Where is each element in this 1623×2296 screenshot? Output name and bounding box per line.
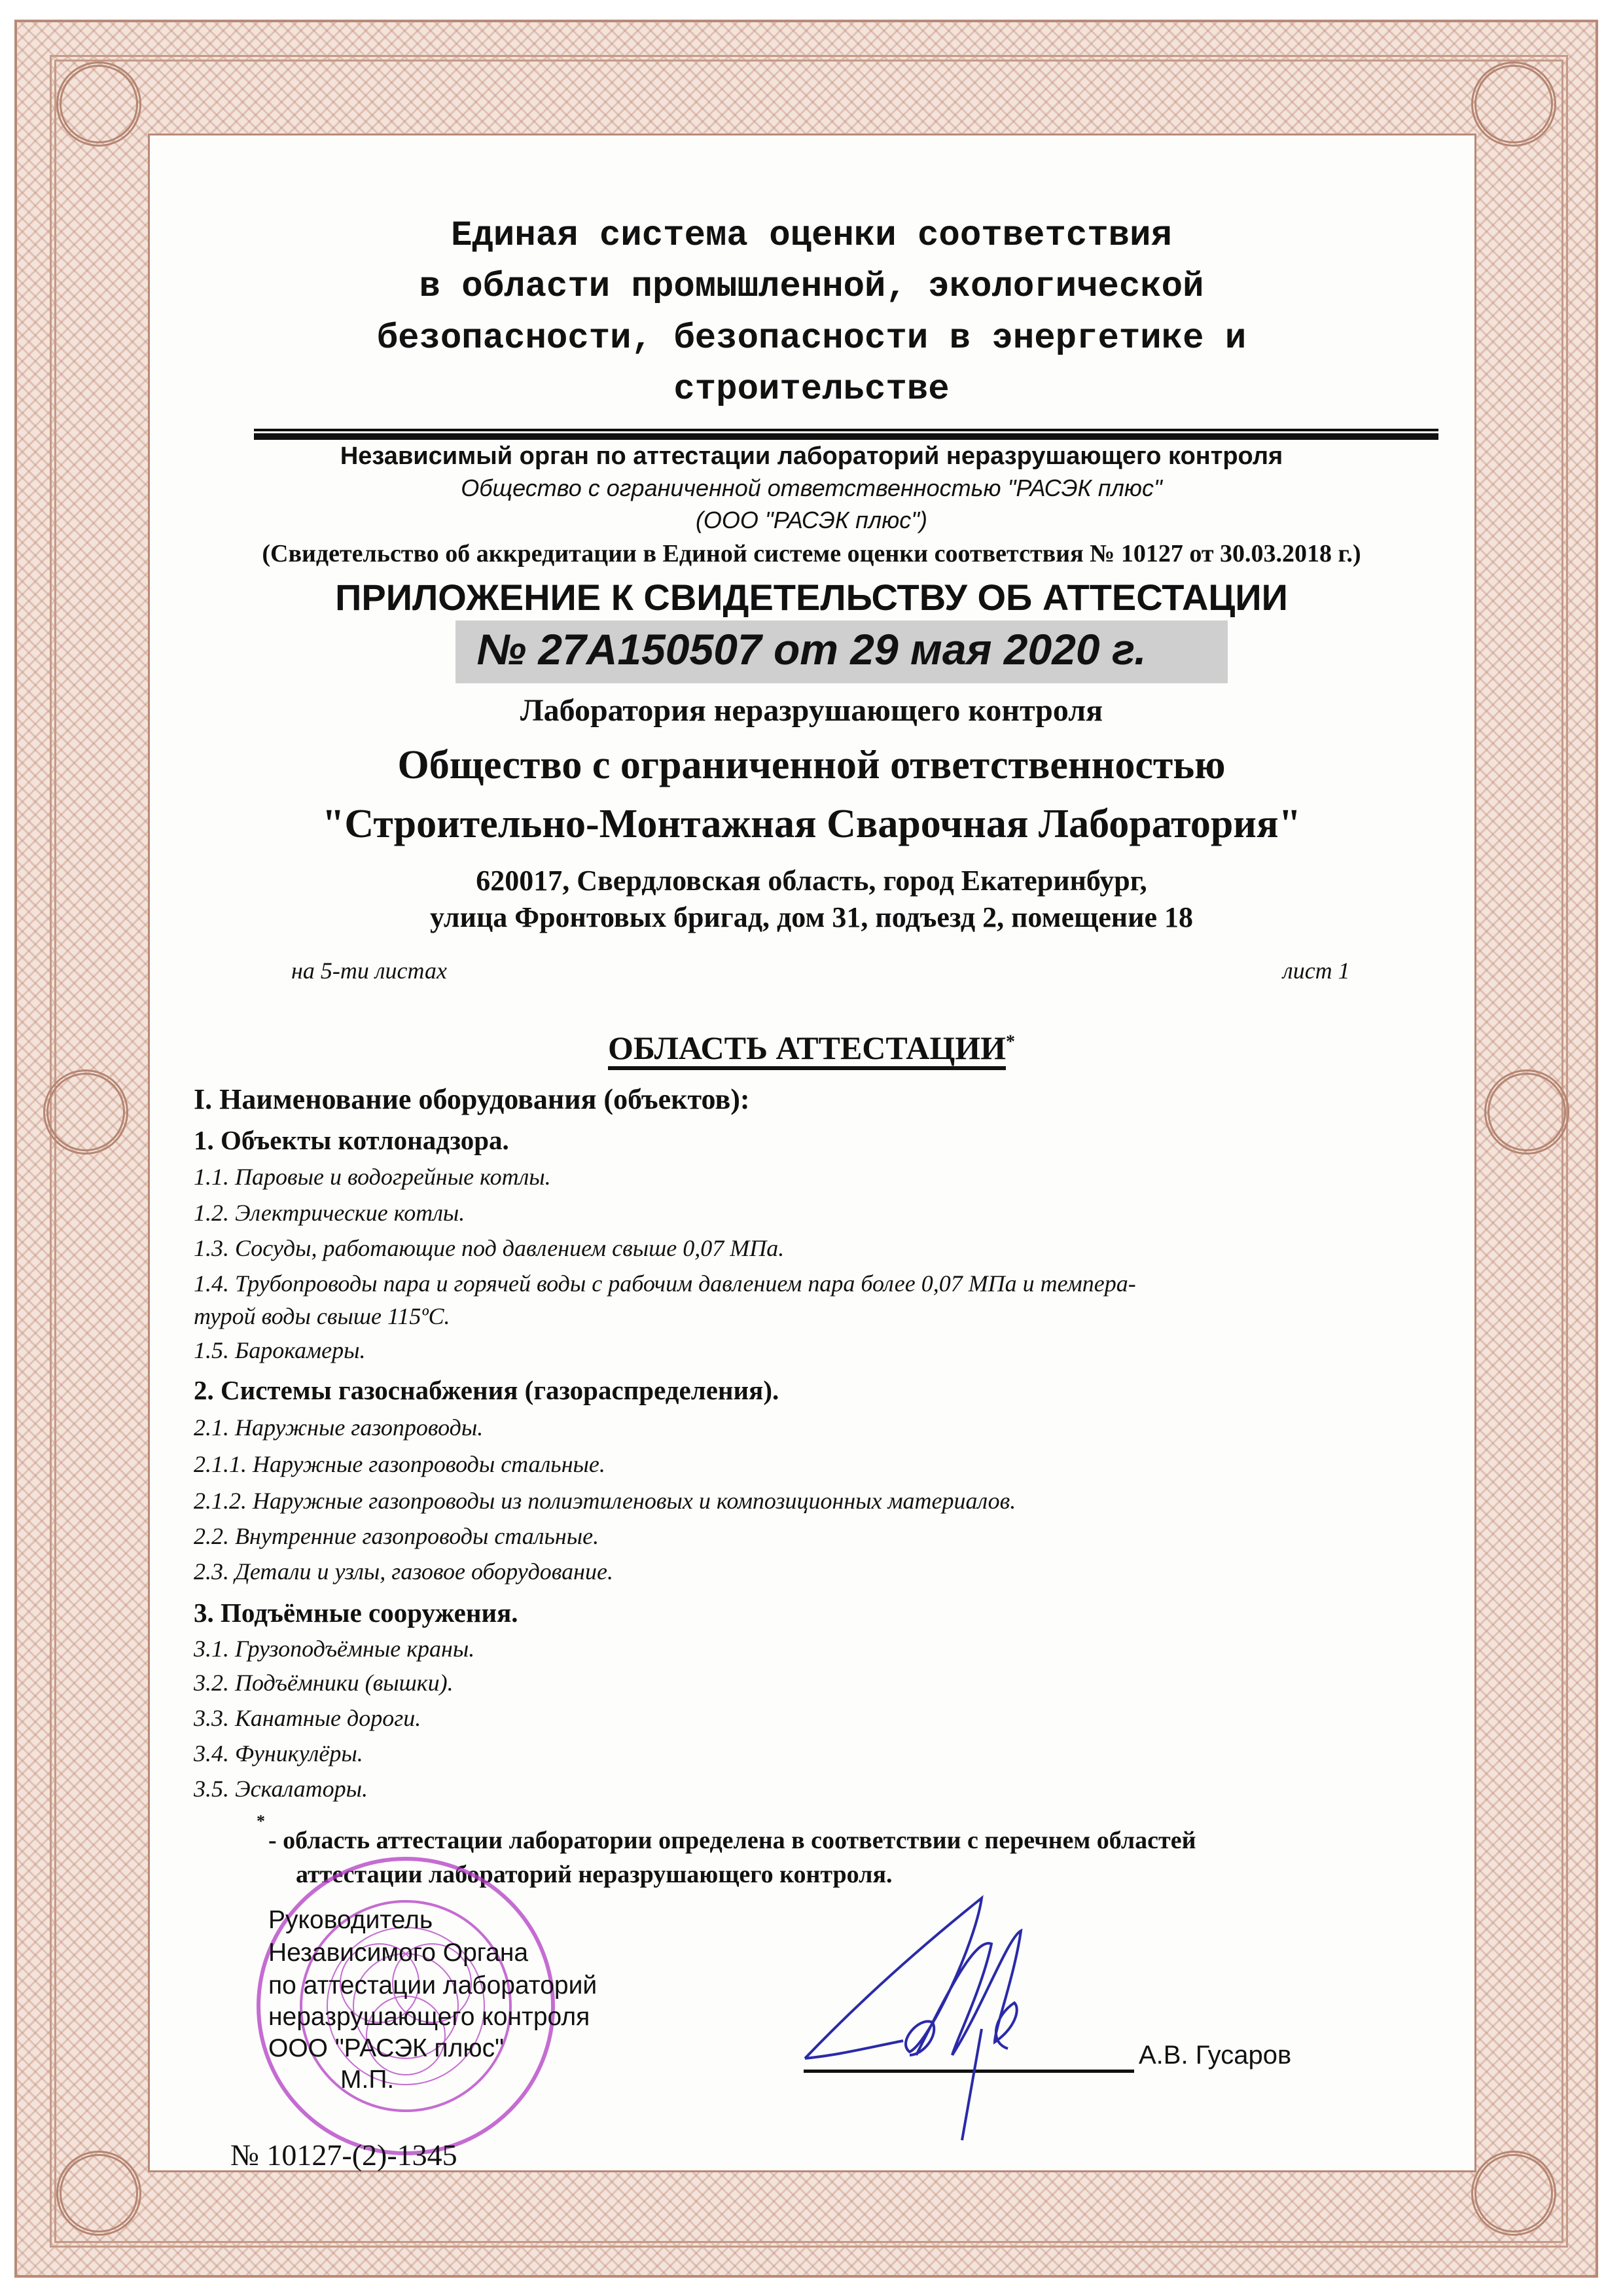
- signer-position: неразрушающего контроля: [268, 2003, 590, 2031]
- divider-thin: [254, 429, 1438, 431]
- section-heading: I. Наименование оборудования (объектов):: [194, 1083, 750, 1115]
- system-title-line: строительстве: [673, 370, 950, 410]
- footnote-line-1: - область аттестации лаборатории определена в соответствии с перечнем областей: [268, 1827, 1196, 1854]
- group-heading: 2. Системы газоснабжения (газораспределения).: [194, 1375, 779, 1405]
- scope-item: турой воды свыше 115ºС.: [194, 1303, 450, 1329]
- scope-item: 2.1.2. Наружные газопроводы из полиэтиленовых и композиционных материалов.: [194, 1488, 1016, 1514]
- side-ornament: [43, 1069, 128, 1155]
- handwritten-signature: [798, 1892, 1165, 2153]
- org-full-name: Общество с ограниченной ответственностью "РАСЭК плюс": [461, 475, 1162, 501]
- scope-item: 2.1. Наружные газопроводы.: [194, 1414, 484, 1441]
- group-heading: 3. Подъёмные сооружения.: [194, 1598, 518, 1628]
- sheet-current: лист 1: [1283, 958, 1350, 984]
- scope-item: 2.1.1. Наружные газопроводы стальные.: [194, 1451, 605, 1477]
- system-title-line: безопасности, безопасности в энергетике и: [376, 319, 1247, 359]
- certificate-number: № 27А150507 от 29 мая 2020 г.: [476, 625, 1147, 673]
- group-heading: 1. Объекты котлонадзора.: [194, 1125, 509, 1155]
- scope-item: 2.2. Внутренние газопроводы стальные.: [194, 1523, 599, 1549]
- form-number: № 10127-(2)-1345: [230, 2138, 457, 2172]
- lab-label: Лаборатория неразрушающего контроля: [520, 693, 1103, 728]
- scope-item: 1.1. Паровые и водогрейные котлы.: [194, 1164, 551, 1190]
- scope-item: 1.5. Барокамеры.: [194, 1337, 366, 1363]
- scope-item: 1.3. Сосуды, работающие под давлением свыше 0,07 МПа.: [194, 1235, 785, 1261]
- scope-item: 3.4. Фуникулёры.: [194, 1740, 363, 1767]
- scope-item: 3.5. Эскалаторы.: [194, 1776, 368, 1802]
- scope-item: 2.3. Детали и узлы, газовое оборудование.: [194, 1558, 614, 1585]
- scope-title: ОБЛАСТЬ АТТЕСТАЦИИ: [608, 1030, 1006, 1070]
- signer-name: А.В. Гусаров: [1139, 2041, 1292, 2070]
- signer-position: Руководитель: [268, 1906, 433, 1934]
- footnote-asterisk: *: [257, 1812, 265, 1831]
- body-name: Независимый орган по аттестации лабораторий неразрушающего контроля: [340, 442, 1283, 470]
- stamp-placeholder-mp: М.П.: [340, 2066, 395, 2094]
- document-title: ПРИЛОЖЕНИЕ К СВИДЕТЕЛЬСТВУ ОБ АТТЕСТАЦИИ: [335, 577, 1288, 618]
- lab-name-line-2: "Строительно-Монтажная Сварочная Лаборатория": [322, 802, 1301, 846]
- lab-name-line-1: Общество с ограниченной ответственностью: [397, 743, 1226, 787]
- address-line-2: улица Фронтовых бригад, дом 31, подъезд 2, помещение 18: [430, 901, 1193, 933]
- signer-position: по аттестации лабораторий: [268, 1971, 597, 2000]
- accreditation-note: (Свидетельство об аккредитации в Единой системе оценки соответствия № 10127 от 30.03.2018 г.): [262, 540, 1361, 567]
- system-title-line: в области промышленной, экологической: [419, 267, 1204, 307]
- footnote-marker: *: [1006, 1031, 1016, 1052]
- scope-item: 1.2. Электрические котлы.: [194, 1200, 465, 1226]
- corner-ornament: [56, 2151, 141, 2236]
- scope-title-wrap: [0, 1029, 1623, 1067]
- sheets-total: на 5-ти листах: [291, 958, 447, 984]
- signer-position: Независимого Органа: [268, 1939, 529, 1967]
- footnote-line-2: аттестации лабораторий неразрушающего контроля.: [296, 1861, 893, 1888]
- divider-thick: [254, 433, 1438, 440]
- scope-item: 1.4. Трубопроводы пара и горячей воды с рабочим давлением пара более 0,07 МПа и темпера-: [194, 1270, 1136, 1297]
- system-title-line: Единая система оценки соответствия: [451, 216, 1172, 256]
- scope-item: 3.2. Подъёмники (вышки).: [194, 1670, 454, 1696]
- org-short-name: (ООО "РАСЭК плюс"): [695, 507, 928, 533]
- scope-item: 3.1. Грузоподъёмные краны.: [194, 1636, 475, 1662]
- corner-ornament: [1471, 62, 1556, 147]
- address-line-1: 620017, Свердловская область, город Екатеринбург,: [476, 865, 1147, 897]
- signer-position: ООО "РАСЭК плюс": [268, 2034, 505, 2062]
- corner-ornament: [1471, 2151, 1556, 2236]
- corner-ornament: [56, 62, 141, 147]
- side-ornament: [1484, 1069, 1569, 1155]
- scope-item: 3.3. Канатные дороги.: [194, 1705, 421, 1731]
